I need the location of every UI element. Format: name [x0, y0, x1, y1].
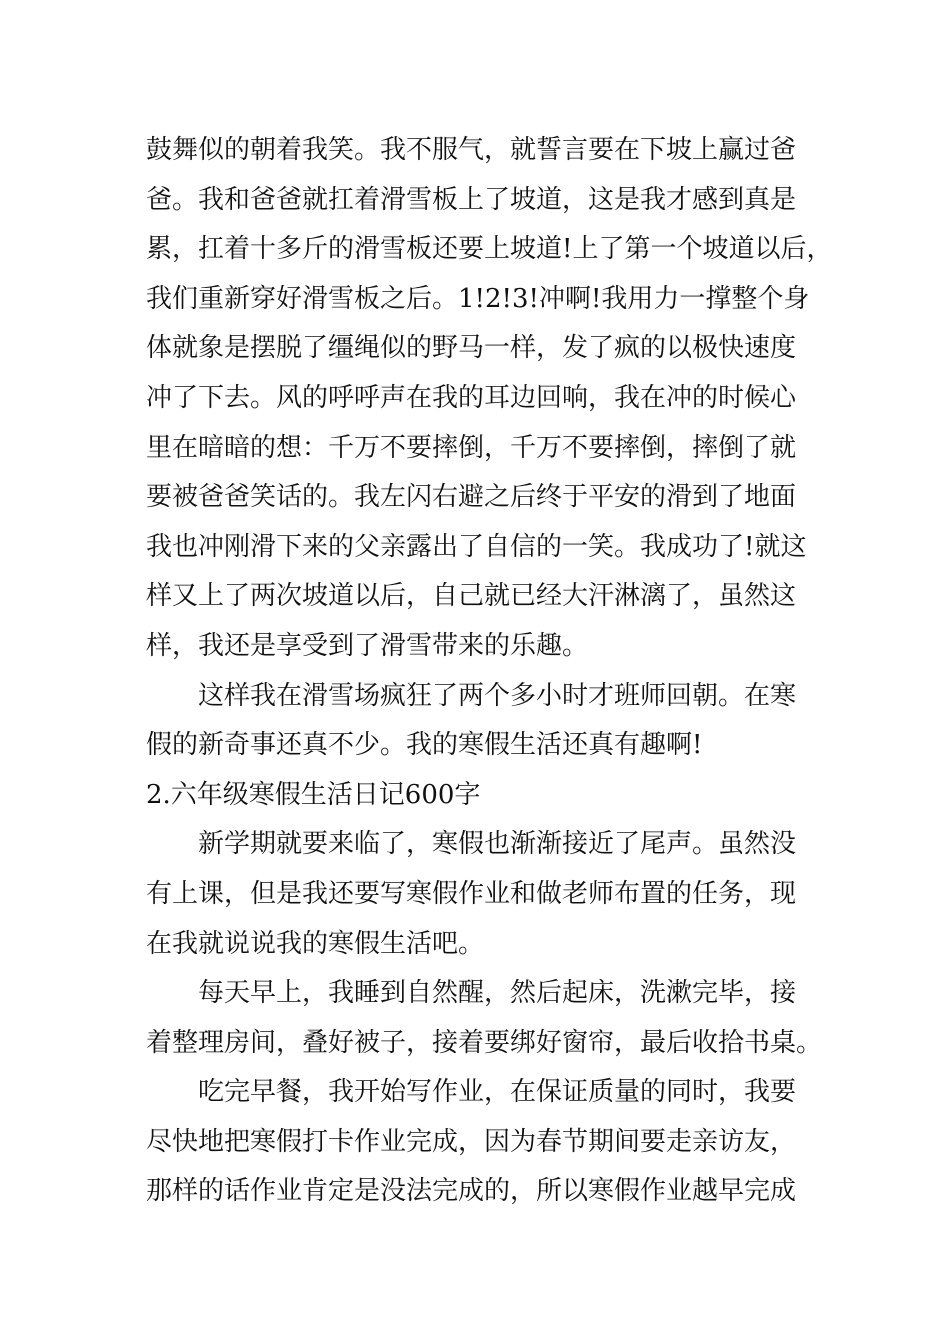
text-line: 累，扛着十多斤的滑雪板还要上坡道!上了第一个坡道以后，	[146, 234, 833, 265]
text-line: 我们重新穿好滑雪板之后。1!2!3!冲啊!我用力一撑整个身	[146, 283, 810, 314]
paragraph-first-line: 吃完早餐，我开始写作业，在保证质量的同时，我要	[198, 1077, 797, 1108]
section-heading: 2.六年级寒假生活日记600字	[146, 779, 481, 810]
text-line: 着整理房间，叠好被子，接着要绑好窗帘，最后收拾书桌。	[146, 1027, 823, 1058]
text-line: 爸。我和爸爸就扛着滑雪板上了坡道，这是我才感到真是	[146, 184, 797, 215]
text-line: 鼓舞似的朝着我笑。我不服气，就誓言要在下坡上赢过爸	[146, 135, 797, 165]
text-line: 样，我还是享受到了滑雪带来的乐趣。	[146, 630, 589, 661]
text-line: 里在暗暗的想：千万不要摔倒，千万不要摔倒，摔倒了就	[146, 432, 797, 463]
text-line: 样又上了两次坡道以后，自己就已经大汗淋漓了，虽然这	[146, 581, 797, 612]
text-line: 在我就说说我的寒假生活吧。	[146, 928, 485, 959]
paragraph-first-line: 每天早上，我睡到自然醒，然后起床，洗漱完毕，接	[198, 978, 797, 1009]
text-line: 那样的话作业肯定是没法完成的，所以寒假作业越早完成	[146, 1176, 797, 1207]
paragraph-first-line: 新学期就要来临了，寒假也渐渐接近了尾声。虽然没	[198, 829, 797, 860]
text-line: 尽快地把寒假打卡作业完成，因为春节期间要走亲访友，	[146, 1126, 797, 1157]
text-line: 要被爸爸笑话的。我左闪右避之后终于平安的滑到了地面	[146, 482, 797, 513]
text-line: 体就象是摆脱了缰绳似的野马一样，发了疯的以极快速度	[146, 333, 797, 364]
text-line: 有上课，但是我还要写寒假作业和做老师布置的任务，现	[146, 878, 797, 909]
text-line: 我也冲刚滑下来的父亲露出了自信的一笑。我成功了!就这	[146, 531, 807, 562]
text-line: 冲了下去。风的呼呼声在我的耳边回响，我在冲的时候心	[146, 382, 797, 413]
paragraph-first-line: 这样我在滑雪场疯狂了两个多小时才班师回朝。在寒	[198, 680, 797, 711]
article-body	[146, 126, 833, 1217]
text-line: 假的新奇事还真不少。我的寒假生活还真有趣啊!	[146, 730, 703, 761]
